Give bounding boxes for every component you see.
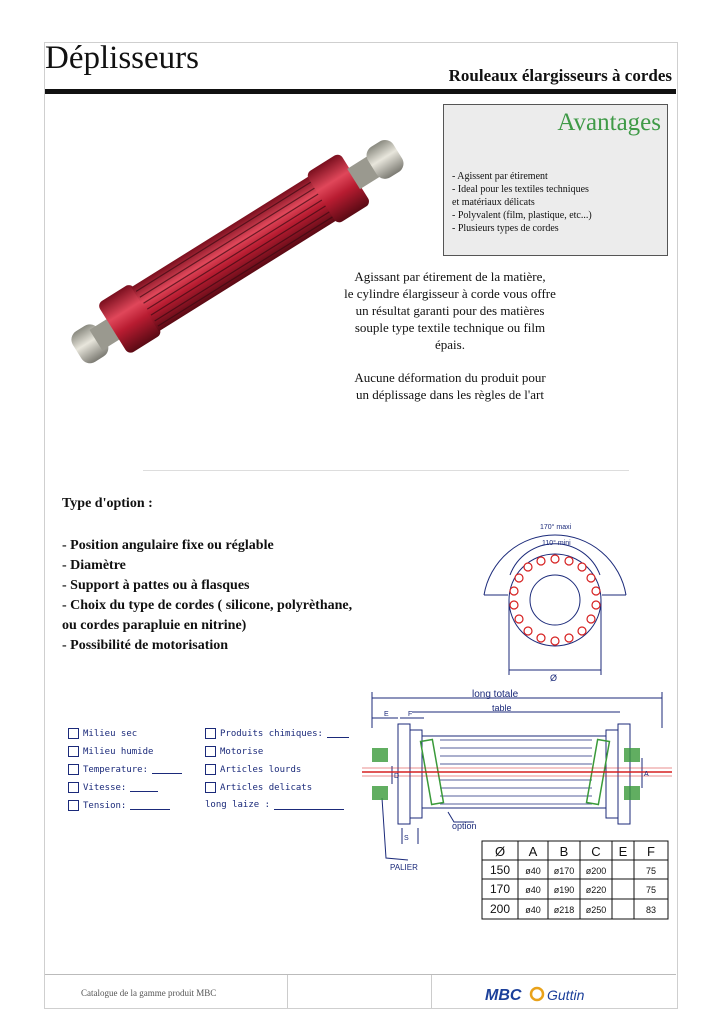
- angle-max-label: 170° maxi: [540, 524, 572, 531]
- checkbox-motorise[interactable]: Motorise: [205, 746, 263, 757]
- header-rule: [45, 89, 676, 94]
- table-cell: ø190: [553, 885, 575, 895]
- product-description: [320, 268, 580, 419]
- option-item: - Choix du type de cordes ( silicone, polyrèthane,: [62, 598, 353, 613]
- catalogue-label: Catalogue de la gamme produit MBC: [81, 988, 217, 998]
- options-title: Type d'option :: [62, 496, 153, 511]
- mbc-guttin-logo: [483, 983, 633, 1005]
- checkbox[interactable]: [205, 782, 216, 793]
- checkbox[interactable]: [205, 746, 216, 757]
- table-cell: ø170: [553, 866, 575, 876]
- checkbox[interactable]: [68, 764, 79, 775]
- table-cell: 170: [489, 882, 511, 896]
- angular-position-drawing: [470, 515, 640, 685]
- long-totale-label: long totale: [472, 689, 519, 700]
- table-header: E: [618, 844, 628, 859]
- table-header: A: [528, 844, 538, 859]
- table-header: C: [591, 844, 601, 859]
- table-label: table: [492, 703, 512, 713]
- checkbox[interactable]: [205, 728, 216, 739]
- section-divider: [143, 470, 629, 471]
- checkbox-articles-delicats[interactable]: Articles delicats: [205, 782, 312, 793]
- table-cell: ø218: [553, 905, 575, 915]
- checkbox-milieu-humide[interactable]: Milieu humide: [68, 746, 153, 757]
- dim-label-a: A: [644, 771, 649, 778]
- page-footer: [45, 974, 676, 1008]
- table-cell: ø220: [585, 885, 607, 895]
- checkbox-tension[interactable]: Tension:: [68, 800, 170, 811]
- palier-label: PALIER: [390, 863, 418, 872]
- table-cell: ø200: [585, 866, 607, 876]
- table-cell: 150: [489, 863, 511, 877]
- checkbox-temperature[interactable]: Temperature:: [68, 764, 182, 775]
- table-cell: 200: [489, 902, 511, 916]
- checkbox-articles-lourds[interactable]: Articles lourds: [205, 764, 301, 775]
- option-label: option: [452, 821, 477, 831]
- option-item: - Position angulaire fixe ou réglable: [62, 538, 274, 553]
- svg-text:MBC: MBC: [485, 987, 522, 1004]
- table-cell: ø250: [585, 905, 607, 915]
- table-cell: 75: [645, 885, 657, 895]
- table-header: Ø: [494, 844, 506, 859]
- option-item: ou cordes parapluie en nitrine): [62, 618, 247, 633]
- footer-divider: [431, 975, 432, 1008]
- table-cell: ø40: [525, 885, 541, 895]
- option-item: - Support à pattes ou à flasques: [62, 578, 250, 593]
- table-cell: 83: [645, 905, 657, 915]
- checkbox-vitesse[interactable]: Vitesse:: [68, 782, 158, 793]
- option-item: - Possibilité de motorisation: [62, 638, 229, 653]
- avantages-item: - Polyvalent (film, plastique, etc...): [452, 210, 592, 221]
- avantages-title: Avantages: [557, 109, 661, 136]
- description-paragraph-2: Aucune déformation du produit pour un déplissage dans les règles de l'art: [354, 370, 546, 402]
- checkbox[interactable]: [68, 800, 79, 811]
- table-cell: 75: [645, 866, 657, 876]
- checkbox[interactable]: [68, 728, 79, 739]
- page-subtitle: Rouleaux élargisseurs à cordes: [448, 66, 672, 85]
- avantages-box: [443, 104, 668, 256]
- checkbox[interactable]: [68, 782, 79, 793]
- page-title: Déplisseurs: [45, 40, 199, 76]
- long-laize-field[interactable]: long laize :: [205, 800, 344, 810]
- dim-label-e: E: [384, 711, 389, 718]
- dim-label-s: S: [404, 835, 409, 842]
- avantages-item: - Plusieurs types de cordes: [452, 223, 559, 234]
- option-item: - Diamètre: [62, 558, 126, 573]
- checkbox[interactable]: [205, 764, 216, 775]
- avantages-item: - Ideal pour les textiles techniques: [452, 184, 589, 195]
- angle-min-label: 110° mini: [542, 540, 571, 547]
- svg-text:Guttin: Guttin: [547, 987, 585, 1003]
- table-cell: ø40: [525, 866, 541, 876]
- dimensions-table: [474, 838, 674, 922]
- footer-divider: [287, 975, 288, 1008]
- diameter-label: Ø: [550, 673, 558, 683]
- options-list: [62, 536, 352, 656]
- avantages-item: et matériaux délicats: [452, 197, 535, 208]
- avantages-item: - Agissent par étirement: [452, 171, 548, 182]
- dim-label-f: F: [408, 711, 413, 718]
- avantages-list: [452, 170, 592, 235]
- description-paragraph-1: Agissant par étirement de la matière, le cylindre élargisseur à corde vous offre un résultat garanti pour des matières souple type textile technique ou film épais.: [344, 269, 556, 352]
- checkbox[interactable]: [68, 746, 79, 757]
- table-header: F: [647, 844, 655, 859]
- checkbox-produits-chimiques[interactable]: Produits chimiques:: [205, 728, 349, 739]
- table-header: B: [559, 844, 569, 859]
- checkbox-milieu-sec[interactable]: Milieu sec: [68, 728, 137, 739]
- table-cell: ø40: [525, 905, 541, 915]
- dim-label-d: D: [394, 773, 400, 780]
